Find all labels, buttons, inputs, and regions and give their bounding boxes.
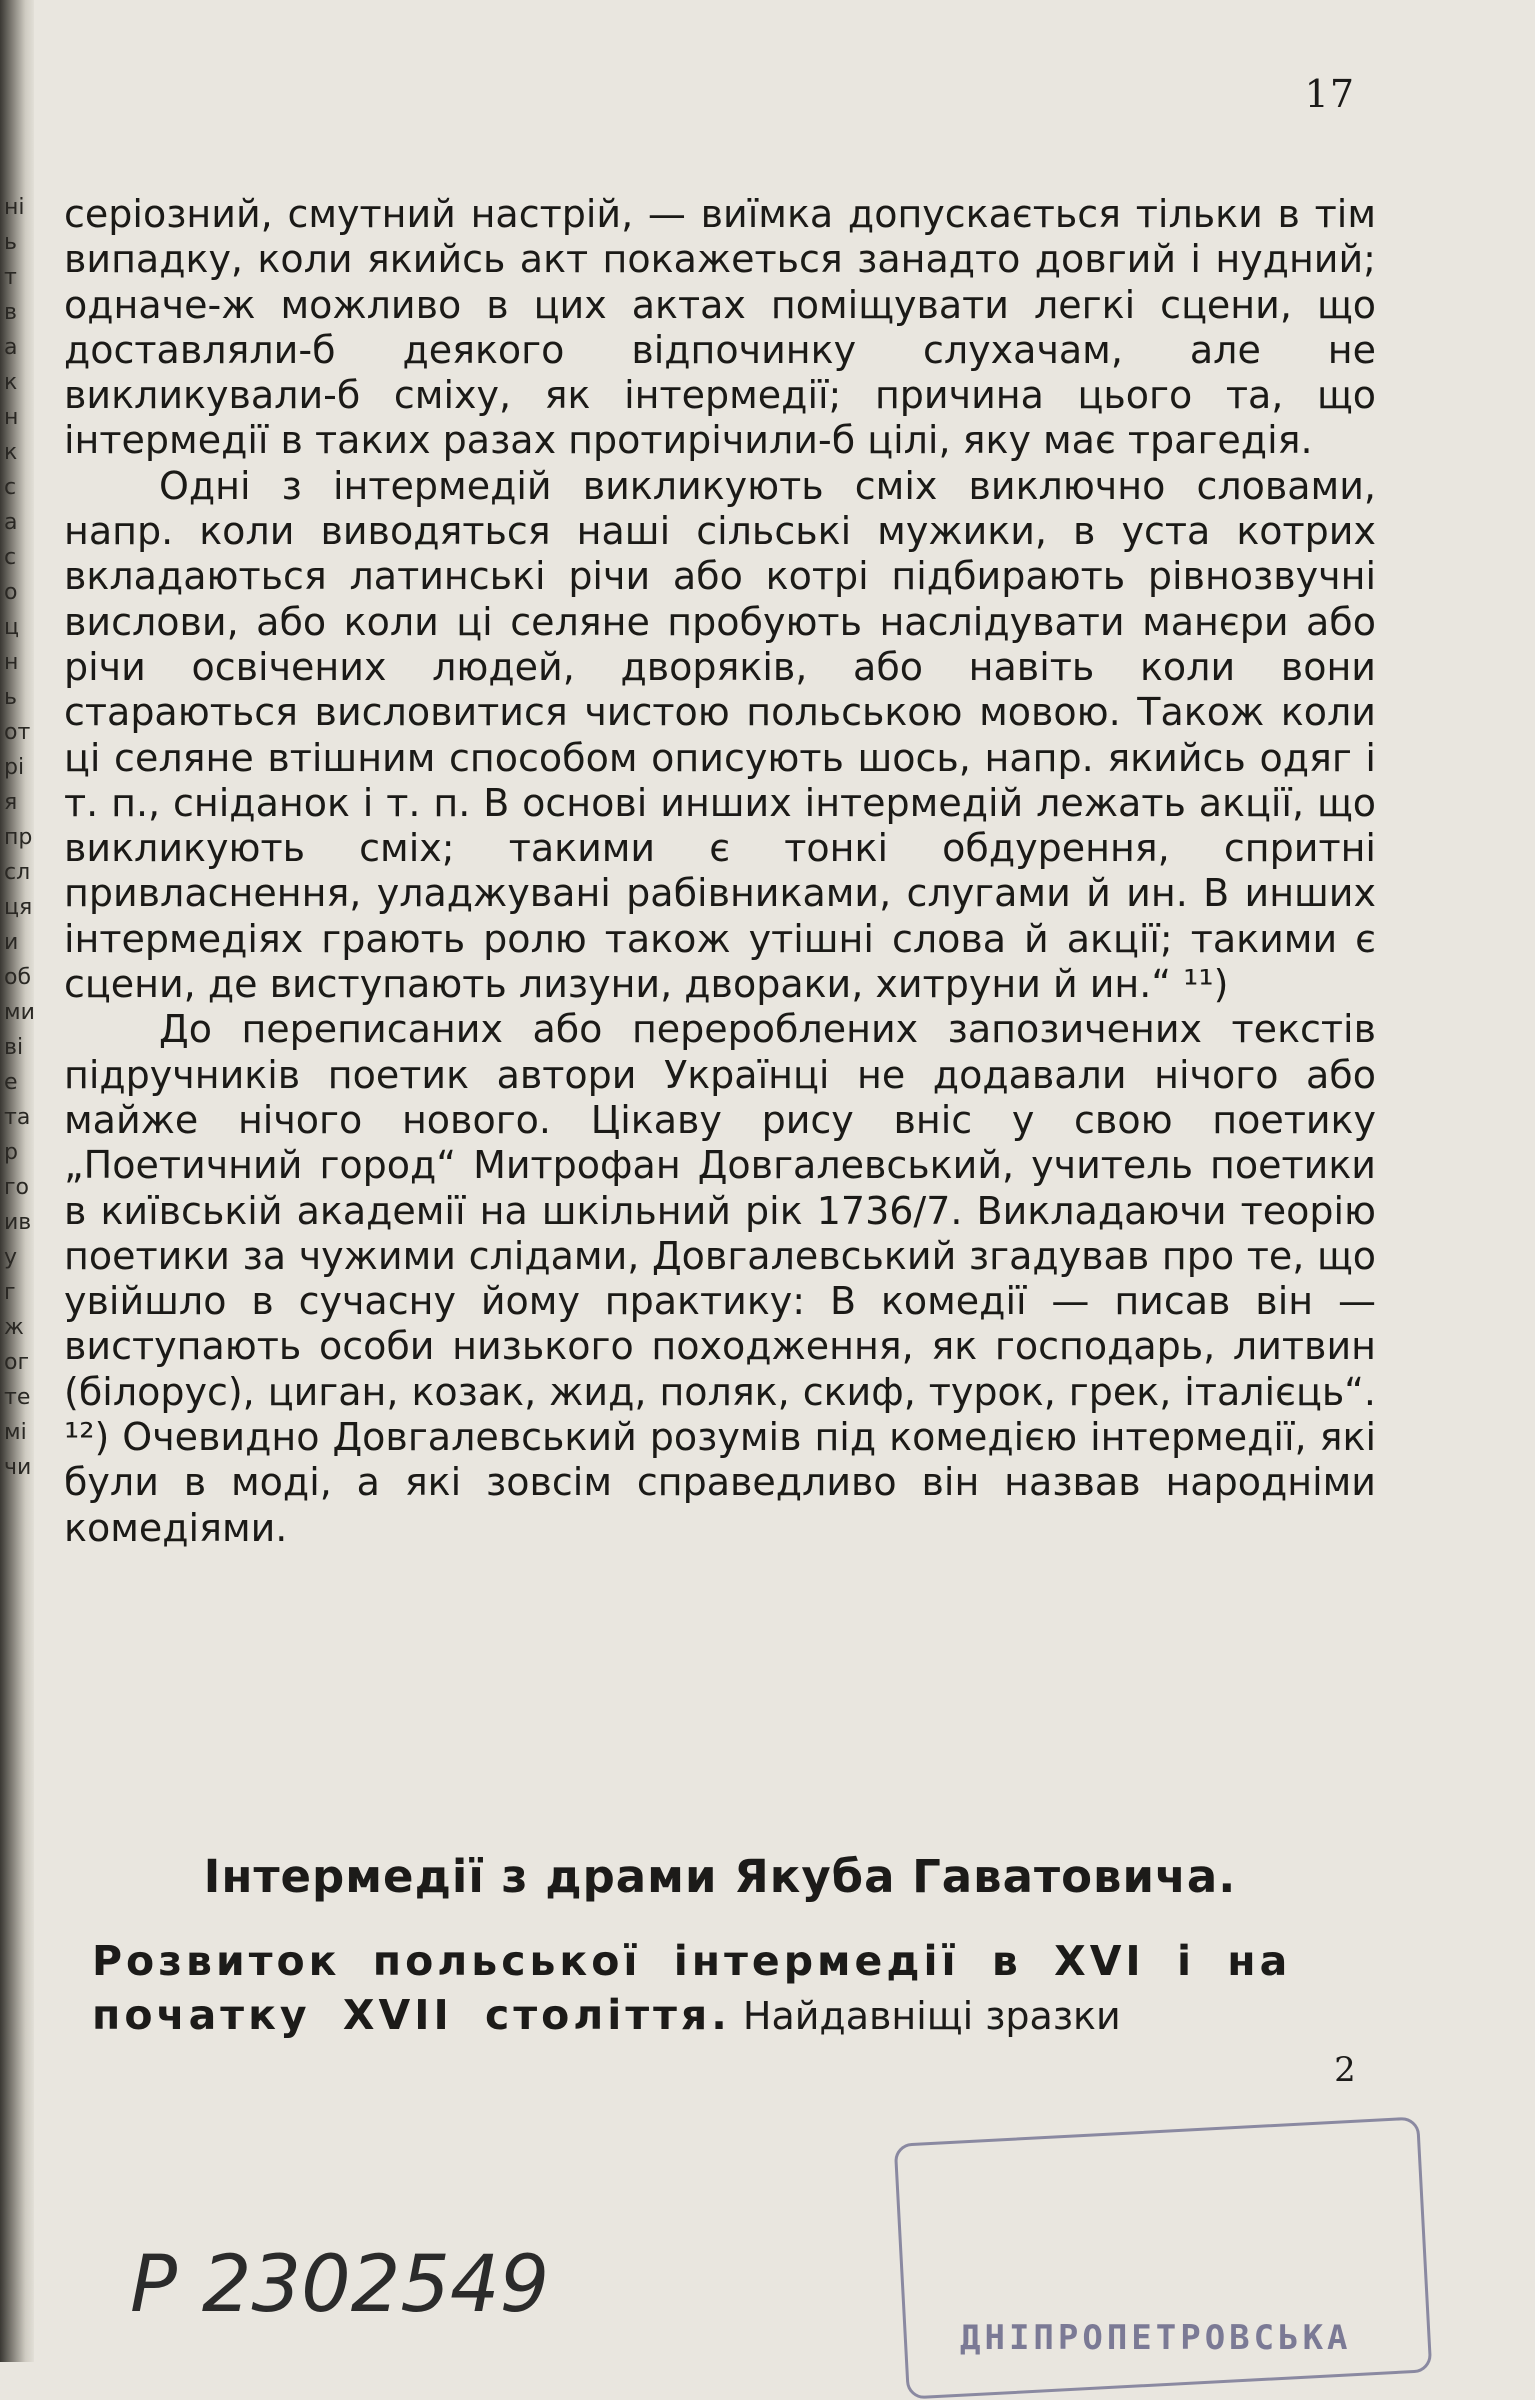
- body-text: [64, 192, 1376, 1551]
- fragment: я: [4, 790, 18, 815]
- fragment: ми: [4, 1000, 35, 1025]
- fragment: ог: [4, 1350, 30, 1375]
- handwritten-inventory-number: Р 2302549: [130, 2240, 550, 2330]
- paragraph: серіозний, смутний настрій, — виїмка допускається тільки в тім випадку, коли якийсь акт покажеться занадто довгий і нудний; одначе-ж можливо в цих актах поміщувати легкі сцени, що доставляли-б деякого відпочинку слухачам, але не викликували-б сміху, як інтермедії; причина цього та, що інтермедії в таких разах протирічили-б цілі, яку має трагедія.: [64, 192, 1376, 463]
- fragment: а: [4, 510, 18, 535]
- fragment: т: [4, 265, 17, 290]
- fragment: сл: [4, 860, 31, 885]
- fragment: у: [4, 1245, 18, 1270]
- page-number: 17: [1304, 72, 1355, 116]
- fragment: ь: [4, 230, 17, 255]
- fragment: ві: [4, 1035, 24, 1060]
- fragment: ив: [4, 1210, 32, 1235]
- fragment: г: [4, 1280, 16, 1305]
- fragment: ь: [4, 685, 17, 710]
- fragment: ні: [4, 195, 25, 220]
- section-heading: Інтермедії з драми Якуба Гаватовича.: [203, 1850, 1237, 1903]
- fragment: те: [4, 1385, 31, 1410]
- fragment: мі: [4, 1420, 27, 1445]
- fragment: чи: [4, 1455, 32, 1480]
- fragment: ц: [4, 615, 19, 640]
- fragment: е: [4, 1070, 18, 1095]
- adjacent-page-fragments: [4, 190, 35, 1485]
- fragment: а: [4, 335, 18, 360]
- fragment: с: [4, 475, 17, 500]
- fragment: к: [4, 370, 18, 395]
- fragment: ж: [4, 1315, 24, 1340]
- fragment: р: [4, 1140, 18, 1165]
- paragraph: До переписаних або перероблених запозичених текстів підручників поетик автори Українці не додавали нічого або майже нічого нового. Цікаву рису вніс у свою поетику „Поетичний город“ Митрофан Довгалевський, учитель поетики в київській академії на шкільний рік 1736/7. Викладаючи теорію поетики за чужими слідами, Довгалевський згадував про те, що увійшло в сучасну йому практику: В комедії — писав він — виступають особи низького походження, як господарь, литвин (білорус), циган, козак, жид, поляк, скиф, турок, грек, італієць“. ¹²) Очевидно Довгалевський розумів під комедією інтермедії, які були в моді, а які зовсім справедливо він назвав народніми комедіями.: [64, 1007, 1376, 1550]
- fragment: ця: [4, 895, 33, 920]
- fragment: пр: [4, 825, 33, 850]
- fragment: та: [4, 1105, 31, 1130]
- fragment: рі: [4, 755, 25, 780]
- fragment: к: [4, 440, 18, 465]
- fragment: го: [4, 1175, 30, 1200]
- fragment: н: [4, 650, 19, 675]
- printer-signature-mark: 2: [1334, 2050, 1356, 2090]
- fragment: в: [4, 300, 17, 325]
- subsection-start: [92, 1935, 1392, 2043]
- fragment: с: [4, 545, 17, 570]
- fragment: н: [4, 405, 19, 430]
- subsection-title: Розвиток польської інтермедії в XVI і на початку XVII століття.: [92, 1937, 1292, 2039]
- library-stamp-text: ДНІПРОПЕТРОВСЬКА: [960, 2318, 1352, 2358]
- subsection-text: Найдавніщі зразки: [742, 1994, 1121, 2038]
- paragraph: Одні з інтермедій викликують сміх виключно словами, напр. коли виводяться наші сільські мужики, в уста котрих вкладаються латинські річи або котрі підбирають рівнозвучні вислови, або коли ці селяне пробують наслідувати манєри або річи освічених людей, дворяків, або навіть коли вони стараються висловитися чистою польською мовою. Також коли ці селяне втішним способом описують шось, напр. якийсь одяг і т. п., сніданок і т. п. В основі инших інтермедій лежать акції, що викликують сміх; такими є тонкі обдурення, спритні привласнення, уладжувані рабівниками, слугами й ин. В инших інтермедіях грають ролю також утішні слова й акції; такими є сцени, де виступають лизуни, двораки, хитруни й ин.“ ¹¹): [64, 463, 1376, 1007]
- fragment: от: [4, 720, 31, 745]
- fragment: о: [4, 580, 18, 605]
- fragment: об: [4, 965, 32, 990]
- fragment: и: [4, 930, 19, 955]
